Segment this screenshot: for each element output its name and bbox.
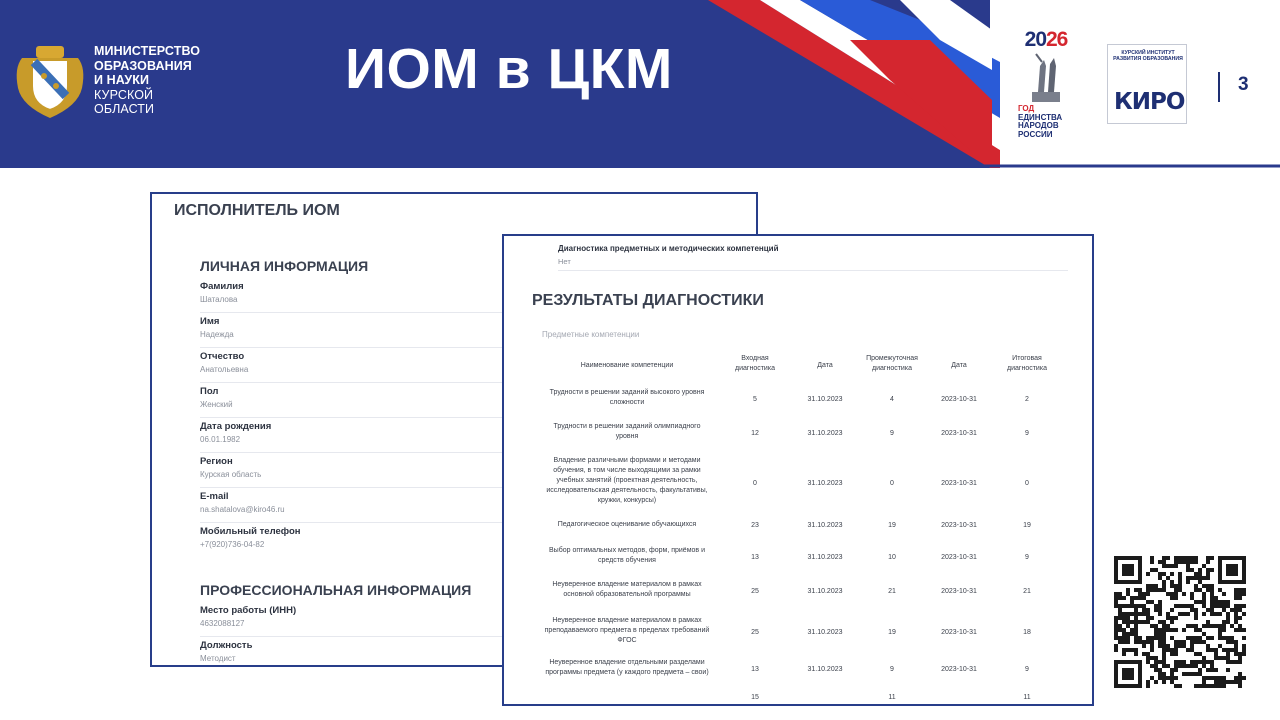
col-header-input — [728, 354, 782, 374]
divider — [558, 270, 1068, 271]
cell-date-1: 31.10.2023 — [807, 430, 843, 437]
cell-input: 15 — [751, 694, 759, 701]
cell-line: исследовательская деятельность, факультативы, — [546, 487, 708, 494]
cell-competency-name — [534, 546, 720, 566]
field-label: E-mail — [200, 491, 229, 502]
diagnostics-label: Диагностика предметных и методических компетенций — [558, 244, 779, 253]
cell-final: 19 — [1023, 522, 1031, 529]
professional-info-title: ПРОФЕССИОНАЛЬНАЯ ИНФОРМАЦИЯ — [200, 582, 472, 598]
col-header-line: Итоговая — [1012, 355, 1042, 362]
col-header-line: Промежуточная — [866, 355, 918, 362]
cell-line: средств обучения — [598, 557, 656, 564]
slide-header — [0, 0, 1280, 168]
ministry-line-1: МИНИСТЕРСТВО — [94, 44, 201, 58]
cell-input: 13 — [751, 554, 759, 561]
field-value: Курская область — [200, 470, 262, 479]
col-header-name: Наименование компетенции — [580, 362, 674, 369]
cell-date-2: 2023-10-31 — [941, 666, 977, 673]
personal-info-title: ЛИЧНАЯ ИНФОРМАЦИЯ — [200, 258, 369, 274]
cell-date-1: 31.10.2023 — [807, 629, 843, 636]
col-header-mid — [856, 354, 928, 374]
kiro-logo-word: КИРО — [1114, 89, 1185, 115]
col-header-date-1: Дата — [817, 362, 833, 369]
cell-date-1: 31.10.2023 — [807, 480, 843, 487]
year-number — [1016, 28, 1076, 52]
cell-date-2: 2023-10-31 — [941, 480, 977, 487]
cell-input: 13 — [751, 666, 759, 673]
cell-final: 9 — [1025, 430, 1029, 437]
cell-input: 23 — [751, 522, 759, 529]
ministry-name — [94, 44, 200, 117]
field-label: Место работы (ИНН) — [200, 605, 297, 616]
cell-line: сложности — [609, 399, 645, 406]
cell-line: уровня — [615, 433, 639, 440]
cell-input: 12 — [751, 430, 759, 437]
col-header-line: диагностика — [735, 365, 775, 372]
cell-competency-name — [534, 658, 720, 678]
field-label: Отчество — [200, 351, 245, 362]
cell-line: Неуверенное владение материалом в рамках — [552, 581, 702, 588]
cell-date-2: 2023-10-31 — [941, 629, 977, 636]
cell-input: 25 — [751, 629, 759, 636]
year-caption-line-2: ЕДИНСТВА — [1018, 112, 1063, 122]
year-caption-line-3: НАРОДОВ — [1018, 121, 1059, 130]
year-caption — [1018, 105, 1062, 139]
cell-line: основной образовательной программы — [563, 591, 691, 598]
cell-final: 11 — [1023, 694, 1031, 701]
executor-card-title: ИСПОЛНИТЕЛЬ ИОМ — [174, 202, 340, 219]
cell-date-2: 2023-10-31 — [941, 588, 977, 595]
cell-line: Неуверенное владение отдельными разделами — [549, 659, 705, 666]
field-value: +7(920)736-04-82 — [200, 540, 265, 549]
col-header-line: Входная — [741, 355, 769, 362]
slide-title: ИОМ в ЦКМ — [345, 37, 673, 101]
field-label: Регион — [200, 456, 233, 467]
cell-final: 0 — [1025, 480, 1029, 487]
field-label: Имя — [200, 316, 220, 327]
cell-line: Трудности в решении заданий высокого уровня — [549, 389, 705, 396]
cell-mid: 0 — [890, 480, 894, 487]
col-header-final — [994, 354, 1060, 374]
cell-line: обучения, в том числе выходящими за рамки — [553, 467, 701, 474]
field-label: Фамилия — [200, 281, 244, 292]
ministry-line-2: ОБРАЗОВАНИЯ — [94, 58, 192, 73]
cell-final: 9 — [1025, 554, 1029, 561]
cell-date-2: 2023-10-31 — [941, 554, 977, 561]
cell-competency-name — [534, 520, 720, 530]
cell-final: 21 — [1023, 588, 1031, 595]
year-caption-line-4: РОССИИ — [1018, 129, 1053, 139]
cell-mid: 10 — [888, 554, 896, 561]
cell-mid: 19 — [888, 522, 896, 529]
cell-date-1: 31.10.2023 — [807, 588, 843, 595]
cell-date-2: 2023-10-31 — [941, 396, 977, 403]
field-value: na.shatalova@kiro46.ru — [200, 505, 285, 514]
field-label: Мобильный телефон — [200, 526, 301, 537]
cell-competency-name — [534, 616, 720, 646]
cell-date-2: 2023-10-31 — [941, 522, 977, 529]
diagnostics-value: Нет — [558, 257, 571, 266]
field-value: Методист — [200, 654, 236, 663]
field-value: Анатольевна — [200, 365, 249, 374]
page-number: 3 — [1238, 74, 1249, 95]
year-of-unity-logo — [1016, 28, 1076, 142]
cell-date-1: 31.10.2023 — [807, 554, 843, 561]
cell-line: Выбор оптимальных методов, форм, приёмов и — [549, 547, 705, 554]
cell-line: Трудности в решении заданий олимпиадного — [553, 423, 701, 430]
field-value: Надежда — [200, 330, 234, 339]
diagnostics-results-card — [502, 234, 1094, 706]
ministry-line-4: КУРСКОЙ — [94, 87, 154, 102]
kiro-logo — [1107, 44, 1187, 124]
cell-competency-name — [534, 456, 720, 506]
field-value: Шаталова — [200, 295, 238, 304]
cell-mid: 11 — [888, 694, 896, 701]
kiro-logo-caption — [1112, 50, 1184, 62]
cell-competency-name — [534, 388, 720, 408]
kiro-caption-line-1: КУРСКИЙ ИНСТИТУТ — [1121, 50, 1175, 56]
cell-line: преподаваемого предмета в пределах требований — [544, 627, 710, 634]
cell-input: 0 — [753, 480, 757, 487]
cell-date-2: 2023-10-31 — [941, 430, 977, 437]
field-value: Женский — [200, 400, 233, 409]
ministry-line-3: И НАУКИ — [94, 73, 150, 87]
monument-icon — [1022, 52, 1070, 104]
cell-mid: 21 — [888, 588, 896, 595]
field-label: Должность — [200, 640, 253, 651]
cell-final: 18 — [1023, 629, 1031, 636]
ministry-line-5: ОБЛАСТИ — [94, 102, 155, 116]
cell-mid: 9 — [890, 666, 894, 673]
col-header-line: диагностика — [872, 365, 912, 372]
cell-line: ФГОС — [617, 637, 637, 644]
cell-mid: 9 — [890, 430, 894, 437]
kiro-caption-line-2: РАЗВИТИЯ ОБРАЗОВАНИЯ — [1113, 56, 1183, 62]
field-value: 06.01.1982 — [200, 435, 241, 444]
field-label: Дата рождения — [200, 421, 272, 432]
cell-final: 2 — [1025, 396, 1029, 403]
cell-line: Неуверенное владение материалом в рамках — [552, 617, 702, 624]
cell-date-1: 31.10.2023 — [807, 666, 843, 673]
page-number-divider — [1218, 72, 1220, 102]
cell-date-1: 31.10.2023 — [807, 396, 843, 403]
coat-of-arms-icon — [10, 38, 90, 122]
cell-date-1: 31.10.2023 — [807, 522, 843, 529]
cell-line: кружки, конкурсы) — [597, 497, 657, 504]
cell-input: 25 — [751, 588, 759, 595]
year-accent: 26 — [1046, 28, 1068, 51]
results-title: РЕЗУЛЬТАТЫ ДИАГНОСТИКИ — [532, 292, 764, 309]
year-prefix: 20 — [1024, 28, 1046, 51]
cell-mid: 19 — [888, 629, 896, 636]
qr-code-icon[interactable] — [1114, 556, 1246, 688]
cell-final: 9 — [1025, 666, 1029, 673]
col-header-line: диагностика — [1007, 365, 1047, 372]
field-label: Пол — [200, 386, 219, 397]
cell-competency-name — [534, 422, 720, 442]
cell-line: Владение различными формами и методами — [553, 457, 701, 464]
cell-input: 5 — [753, 396, 757, 403]
field-value: 4632088127 — [200, 619, 245, 628]
cell-mid: 4 — [890, 396, 894, 403]
cell-line: учебных занятий (проектная деятельность, — [556, 477, 698, 484]
cell-line: Педагогическое оценивание обучающихся — [557, 521, 697, 528]
cell-line: программы предмета (у каждого предмета – свои) — [545, 669, 709, 676]
col-header-date-2: Дата — [951, 362, 967, 369]
subject-competencies-note: Предметные компетенции — [542, 330, 640, 339]
cell-competency-name — [534, 580, 720, 600]
year-caption-line-1: ГОД — [1018, 104, 1035, 113]
